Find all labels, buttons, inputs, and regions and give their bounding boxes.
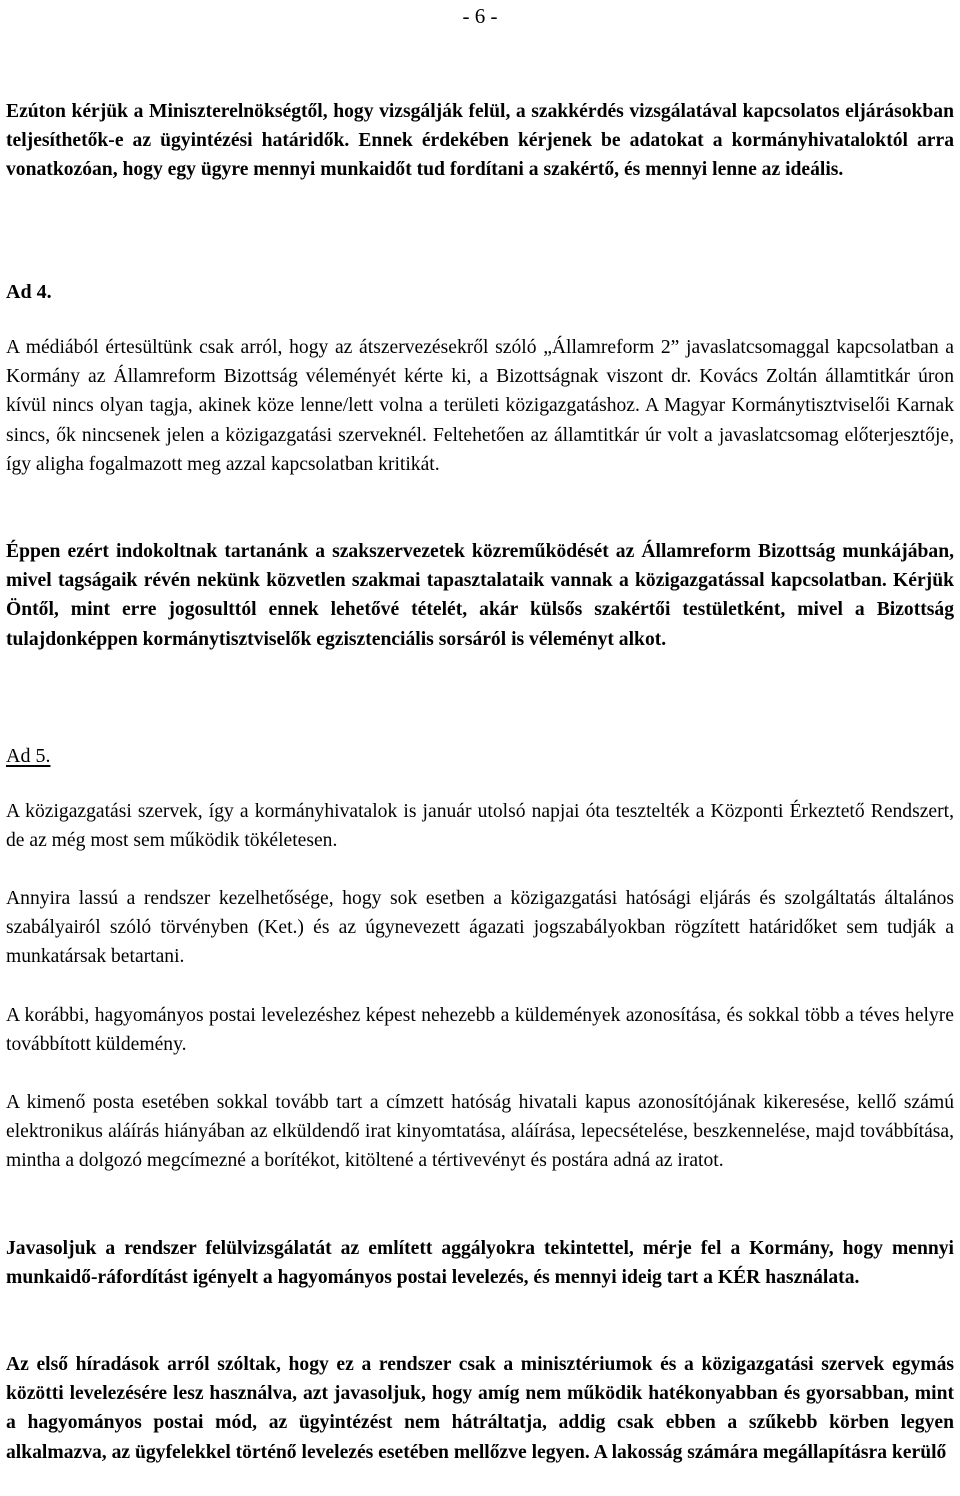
paragraph-outgoing-mail: A kimenő posta esetében sokkal tovább tart a címzett hatóság hivatali kapus azonosítójának kikeresése, kellő számú elektronikus aláírás hiányában az elküldendő irat kinyomtatása, aláírása, lepecsételése, beszkennelése, majd továbbítása, mintha a dolgozó megcímezné a borítékot, kitöltené a tértivevényt és postára adná az iratot. <box>6 1092 954 1172</box>
paragraph-identification-difficulty: A korábbi, hagyományos postai levelezéshez képest nehezebb a küldemények azonosítása, és sokkal több a téves helyre továbbított küldemény. <box>6 1005 954 1056</box>
paragraph-media-information: A médiából értesültünk csak arról, hogy az átszervezésekről szóló „Államreform 2” javaslatcsomaggal kapcsolatban a Kormány az Államreform Bizottság véleményét kérte ki, a Bizottságnak viszont dr. Kovács Zoltán államtitkár úron kívül nincs olyan tagja, akinek köze lenne/lett volna a területi közigazgatáshoz. A Magyar Kormánytisztviselői Karnak sincs, ők nincsenek jelen a közigazgatási szerveknél. Feltehetően az államtitkár úr volt a javaslatcsomag előterjesztője, így aligha fogalmazott meg azzal kapcsolatban kritikát. <box>6 337 954 475</box>
paragraph-system-slowness: Annyira lassú a rendszer kezelhetősége, hogy sok esetben a közigazgatási hatósági eljárás és szolgáltatás általános szabályairól szóló törvényben (Ket.) és az úgynevezett ágazati jogszabályokban rögzített határidőket sem tudják a munkatársak betartani. <box>6 888 954 968</box>
page-number: - 6 - <box>462 4 498 28</box>
paragraph-ker-testing: A közigazgatási szervek, így a kormányhivatalok is január utolsó napjai óta tesztelték a Központi Érkeztető Rendszert, de az még most sem működik tökéletesen. <box>6 801 954 852</box>
paragraph-review-proposal: Javasoljuk a rendszer felülvizsgálatát az említett aggályokra tekintettel, mérje fel a Kormány, hogy mennyi munkaidő-ráfordítást igényelt a hagyományos postai levelezés, és mennyi ideig tart a KÉR használata. <box>6 1238 954 1289</box>
paragraph-first-reports: Az első híradások arról szóltak, hogy ez a rendszer csak a minisztériumok és a közigazgatási szervek egymás közötti levelezésére lesz használva, azt javasoljuk, hogy amíg nem működik hatékonyabban és gyorsabban, mint a hagyományos postai mód, az ügyintézést nem hátráltatja, addig csak ebben a szűkebb körben legyen alkalmazva, az ügyfelekkel történő levelezés esetében mellőzve legyen. A lakosság számára megállapításra kerülő <box>6 1354 954 1463</box>
heading-ad-4: Ad 4. <box>6 281 52 303</box>
paragraph-union-participation: Éppen ezért indokoltnak tartanánk a szakszervezetek közreműködését az Államreform Bizottság munkájában, mivel tagságaik révén nekünk közvetlen szakmai tapasztalataik vannak a közigazgatással kapcsolatban. Kérjük Öntől, mint erre jogosulttól ennek lehetővé tételét, akár külsős szakértői testületként, mivel a Bizottság tulajdonképpen kormánytisztviselők egzisztenciális sorsáról is véleményt alkot. <box>6 541 954 650</box>
heading-ad-5: Ad 5. <box>6 745 51 767</box>
paragraph-request-deadlines: Ezúton kérjük a Miniszterelnökségtől, hogy vizsgálják felül, a szakkérdés vizsgálatával kapcsolatos eljárásokban teljesíthetők-e az ügyintézési határidők. Ennek érdekében kérjenek be adatokat a kormányhivataloktól arra vonatkozóan, hogy egy ügyre mennyi munkaidőt tud fordítani a szakértő, és mennyi lenne az ideális. <box>6 101 954 181</box>
